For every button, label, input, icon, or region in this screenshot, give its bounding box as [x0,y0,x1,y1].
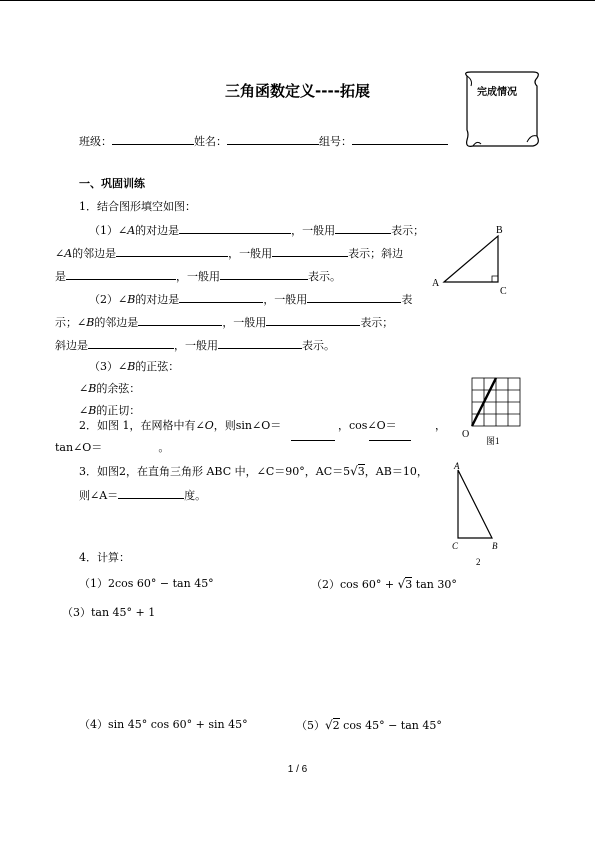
q1-text: 表示。 [302,339,335,352]
answer-blank[interactable] [118,487,184,499]
q1-text: 的邻边是 [72,247,117,260]
q1-text: ，一般用 [174,339,218,352]
expr-2-part: tan 30° [412,578,457,591]
vertex-b-label: B [496,225,503,236]
expr-5-part: cos 45° − tan 45° [339,719,442,732]
q1-line-2 [55,245,403,261]
answer-blank[interactable] [307,291,401,303]
q2-text: ，则 [213,419,236,432]
class-label: 班级： [79,135,112,148]
tan-o-expr: tan∠O＝ [55,441,103,454]
answer-blank[interactable] [272,245,348,257]
figure-1-caption: 图1 [486,436,500,446]
page-number: 1 / 6 [287,764,308,775]
triangle-abc-tall-diagram [448,460,508,570]
q1-line-8 [79,382,140,396]
sin-o-expr: sin∠O＝ [235,419,282,432]
expr-4: sin 45° cos 60° + sin 45° [108,718,248,731]
grid-figure [460,374,540,450]
answer-blank[interactable] [179,291,263,303]
vertex-c-label: C [452,541,459,551]
answer-blank[interactable] [179,222,291,234]
completion-badge [459,70,543,150]
answer-blank[interactable] [138,314,222,326]
q3-line-1 [79,464,428,479]
expr-4-label: （4） [79,718,108,731]
q1-intro: 1．结合图形填空如图： [79,200,196,213]
cos-o-expr: cos∠O＝ [349,419,397,432]
q4-expr-1 [79,577,214,591]
q3-text: 度。 [184,489,207,502]
q3-text: 则∠A＝ [79,489,119,502]
group-field[interactable] [352,133,448,145]
q4-expr-2 [311,577,457,592]
q1-text: 的邻边是 [94,316,139,329]
q1-text: 的余弦： [96,382,141,395]
answer-blank[interactable] [266,314,360,326]
q1-text: 表示。 [308,270,341,283]
answer-blank[interactable] [291,440,335,441]
group-label: 组号： [319,135,352,148]
q2-text: 。 [158,441,170,454]
q1-line-6 [55,337,335,353]
point-o-label: O [462,429,470,440]
q3-text: 3．如图2，在直角三角形 ABC 中，∠C＝90°，AC＝5 [79,465,351,478]
scroll-icon [459,70,543,150]
q1-text: 的对边是 [135,224,180,237]
badge-label: 完成情况 [477,87,517,98]
q1-part-2-label: （2） [89,293,118,306]
q1-text: ，一般用 [222,316,267,329]
angle-b: ∠B [79,382,97,395]
q1-text: 表示；斜边 [348,247,404,260]
q1-part-3-label: （3） [89,360,118,373]
name-field[interactable] [227,133,319,145]
q2-text: ， [435,419,446,432]
angle-b: ∠B [77,316,95,329]
answer-blank[interactable] [218,337,302,349]
name-label: 姓名： [194,135,227,148]
q2-line-2 [55,441,169,455]
q1-text: 表示； [360,316,394,329]
q1-text: ，一般用 [291,224,336,237]
q4-expr-4 [79,718,248,732]
expr-1: 2cos 60° − tan 45° [108,577,214,590]
vertex-a-label: A [432,278,440,289]
q1-line-9 [79,404,140,418]
q3-line-2 [79,487,206,503]
q1-line-5 [55,314,393,330]
sqrt-3: √3 [350,464,365,478]
q1-text: 表示； [391,224,425,237]
vertex-c-label: C [500,286,507,297]
q2-text: 2．如图 1，在网格中有 [79,419,196,432]
q4-intro: 4．计算： [79,551,130,564]
q1-text: 示； [55,316,77,329]
angle-b: ∠B [118,293,136,306]
expr-5-label: （5） [296,719,325,732]
q1-text: 的正切： [96,404,141,417]
angle-a: ∠A [118,224,136,237]
page-title: 三角函数定义----拓展 [225,82,370,100]
answer-blank[interactable] [335,222,391,234]
vertex-a-label: A [454,461,460,471]
q1-text: ，一般用 [176,270,220,283]
triangle-figure-2 [448,460,508,570]
expr-3: tan 45° + 1 [91,606,156,619]
answer-blank[interactable] [369,440,411,441]
sqrt-3: √3 [397,577,413,591]
figure-2-number: 2 [476,557,481,567]
class-field[interactable] [112,133,194,145]
answer-blank[interactable] [220,268,308,280]
angle-b: ∠B [118,360,136,373]
q1-text: 斜边是 [55,339,88,352]
student-info-row [79,133,448,149]
q1-text: 的对边是 [135,293,180,306]
q1-line-7 [89,360,179,374]
vertex-b-label: B [492,541,498,551]
angle-o: ∠O [195,419,214,432]
grid-diagram [460,374,540,450]
q3-text: ，AB＝10， [364,465,428,478]
angle-a: ∠A [55,247,73,260]
expr-1-label: （1） [79,577,108,590]
q1-text: ，一般用 [228,247,273,260]
q1-line-1 [89,222,424,238]
q1-text: ，一般用 [263,293,308,306]
q1-text: 表 [401,293,413,306]
q1-text: 是 [55,270,66,283]
angle-b: ∠B [79,404,97,417]
expr-2-label: （2） [311,578,340,591]
top-rule [0,0,595,1]
expr-2-part: cos 60° + [340,578,398,591]
expr-3-label: （3） [62,606,91,619]
triangle-figure [428,224,518,298]
answer-blank[interactable] [116,245,228,257]
q1-line-3 [55,268,341,284]
answer-blank[interactable] [66,268,176,280]
sqrt-2: √2 [325,718,340,732]
q2-line-1 [79,419,281,433]
q4-expr-5 [296,718,442,733]
q1-text: 的正弦： [135,360,180,373]
triangle-abc-diagram [428,224,518,298]
q1-part-1-label: （1） [89,224,118,237]
answer-blank[interactable] [88,337,174,349]
q4-expr-3 [62,606,155,620]
section-heading: 一、巩固训练 [79,177,145,190]
q1-line-4 [89,291,412,307]
q2-text: ， [338,419,349,432]
